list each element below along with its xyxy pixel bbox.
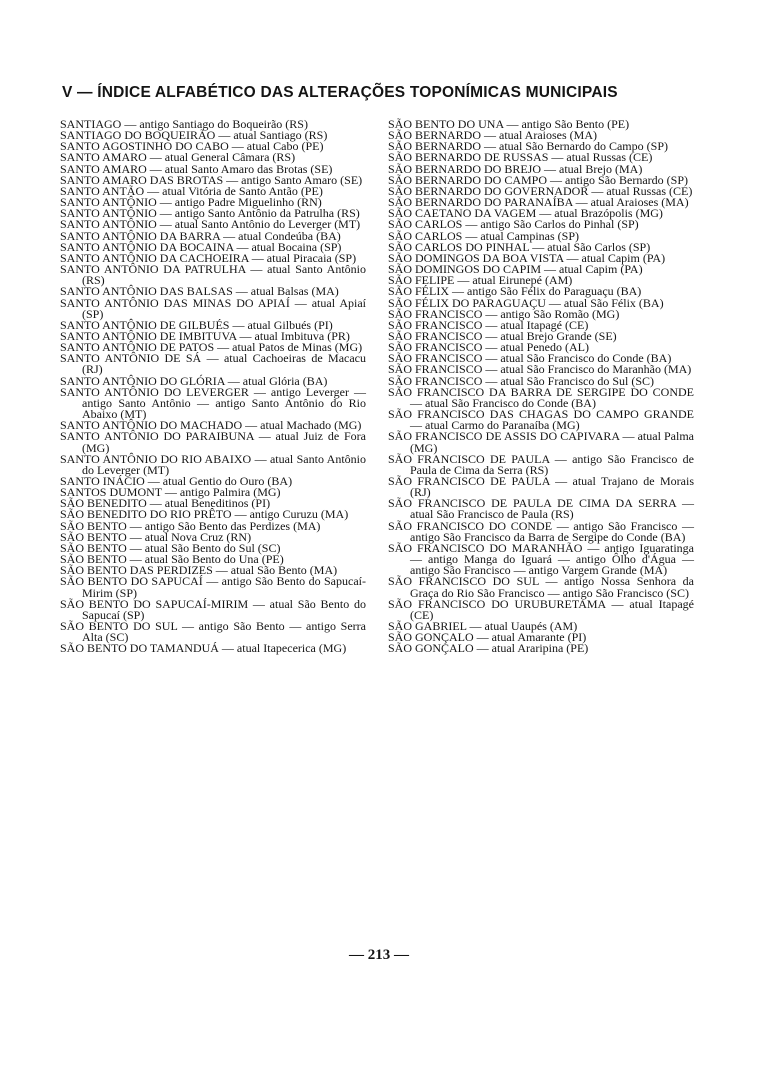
index-entry: SÃO FELIPE — atual Eirunepé (AM) [388, 273, 573, 288]
index-entry: SÃO BERNARDO — atual São Bernardo do Campo (SP) [388, 139, 668, 154]
index-entry: SÃO BENTO DO TAMANDUÁ — atual Itapecerica (MG) [60, 641, 347, 656]
index-entry: SANTO ANTÔNIO DA PATRULHA — atual Santo Antônio (RS) [60, 262, 366, 288]
left-column [60, 119, 366, 655]
page-title: V — ÍNDICE ALFABÉTICO DAS ALTERAÇÕES TOPONÍMICAS MUNICIPAIS [62, 84, 618, 101]
index-entry: SANTO ANTÃO — atual Vitória de Santo Antão (PE) [60, 183, 323, 198]
index-entry: SANTO ANTÔNIO DO RIO ABAIXO — atual Santo Antônio do Leverger (MT) [60, 451, 366, 477]
index-entry: SÃO FRANCISCO DO CONDE — antigo São Francisco — antigo São Francisco da Barra de Sergipe do Conde (BA) [388, 518, 694, 544]
index-entry: SÃO FRANCISCO DE PAULA — atual Trajano de Morais (RJ) [388, 474, 694, 500]
index-entry: SÃO BENTO DO SAPUCAÍ-MIRIM — atual São Bento do Sapucaí (SP) [60, 596, 366, 622]
index-entry: SÃO FRANCISCO — atual Penedo (AL) [388, 340, 589, 355]
index-entry: SÃO BENTO DAS PERDIZES — atual São Bento (MA) [60, 563, 338, 578]
index-entry: SÃO FRANCISCO DO SUL — antigo Nossa Senhora da Graça do Rio São Francisco — antigo São Francisco (SC) [388, 574, 694, 600]
page-number: — 213 — [349, 947, 409, 963]
index-entry: SÃO BERNARDO DO CAMPO — antigo São Bernardo (SP) [388, 172, 689, 187]
index-entry: SANTO ANTÔNIO DE IMBITUVA — atual Imbituva (PR) [60, 328, 350, 343]
index-entry: SÃO BENTO — antigo São Bento das Perdizes (MA) [60, 518, 321, 533]
index-entry: SÃO BENTO DO UNA — antigo São Bento (PE) [388, 117, 630, 131]
index-entry: SÃO FRANCISCO DO MARANHÃO — antigo Iguaratinga — antigo Manga do Iguará — antigo Ôlho d'Água — antigo São Francisco — antigo Vargem Grande (MA) [388, 540, 694, 578]
index-entry: SÃO FÉLIX — antigo São Félix do Paraguaçu (BA) [388, 284, 642, 299]
index-entry: SÃO FÉLIX DO PARAGUAÇU — atual São Félix (BA) [388, 295, 664, 310]
index-entry: SÃO FRANCISCO DAS CHAGAS DO CAMPO GRANDE — atual Carmo do Paranaíba (MG) [388, 407, 694, 433]
index-entry: SÃO BENTO DO SAPUCAÍ — antigo São Bento do Sapucaí-Mirim (SP) [60, 574, 366, 600]
index-entry: SÃO FRANCISCO DA BARRA DE SERGIPE DO CONDE — atual São Francisco do Conde (BA) [388, 384, 694, 410]
index-entry: SÃO BERNARDO — atual Araioses (MA) [388, 128, 597, 143]
index-entry: SANTO ANTÔNIO DAS MINAS DO APIAÍ — atual Apiaí (SP) [60, 295, 366, 321]
index-entry: SÃO GONÇALO — atual Amarante (PI) [388, 630, 587, 645]
index-entry: SANTO ANTÔNIO DO GLÓRIA — atual Glória (BA) [60, 373, 328, 388]
index-entry: SÃO BERNARDO DO BREJO — atual Brejo (MA) [388, 161, 643, 176]
index-entry: SÃO FRANCISCO DO URUBURETAMA — atual Itapagé (CE) [388, 596, 694, 622]
index-entry: SÃO GABRIEL — atual Uaupés (AM) [388, 619, 578, 634]
index-entry: SANTO ANTÔNIO — antigo Santo Antônio da Patrulha (RS) [60, 206, 360, 221]
index-entry: SÃO DOMINGOS DO CAPIM — atual Capim (PA) [388, 262, 643, 277]
index-entry: SÃO FRANCISCO — atual Itapagé (CE) [388, 317, 589, 332]
index-entry: SÃO FRANCISCO DE PAULA DE CIMA DA SERRA — atual São Francisco de Paula (RS) [388, 496, 694, 522]
index-entry: SÃO BENEDITO — atual Beneditinos (PI) [60, 496, 271, 511]
index-entry: SÃO FRANCISCO — atual Brejo Grande (SE) [388, 328, 617, 343]
index-entry: SÃO FRANCISCO DE ASSIS DO CAPIVARA — atual Palma (MG) [388, 429, 694, 455]
index-entry: SÃO BENTO — atual São Bento do Sul (SC) [60, 540, 281, 555]
index-entry: SANTIAGO DO BOQUEIRÃO — atual Santiago (RS) [60, 128, 328, 143]
index-entry: SÃO BENTO — atual São Bento do Una (PE) [60, 552, 284, 567]
index-entry: SÃO CARLOS — antigo São Carlos do Pinhal (SP) [388, 217, 639, 232]
index-entry: SÃO BERNARDO DO PARANAÍBA — atual Araioses (MA) [388, 195, 689, 210]
index-entry: SANTO AMARO DAS BROTAS — antigo Santo Amaro (SE) [60, 172, 363, 187]
index-entry: SANTO ANTÔNIO DO MACHADO — atual Machado (MG) [60, 418, 362, 433]
index-entry: SÃO BERNARDO DO GOVERNADOR — atual Russas (CE) [388, 183, 693, 198]
index-entry: SANTO ANTÔNIO DO LEVERGER — antigo Leverger — antigo Santo Antônio — antigo Santo Antônio do Rio Abaixo (MT) [60, 384, 366, 422]
index-entry: SANTO ANTÔNIO DE PATOS — atual Patos de Minas (MG) [60, 340, 363, 355]
index-entry: SÃO FRANCISCO — atual São Francisco do Maranhão (MA) [388, 362, 692, 377]
index-entry: SANTO ANTÔNIO DAS BALSAS — atual Balsas (MA) [60, 284, 339, 299]
index-entry: SANTO ANTÔNIO DO PARAIBUNA — atual Juiz de Fora (MG) [60, 429, 366, 455]
index-entry: SÃO BENTO DO SUL — antigo São Bento — antigo Serra Alta (SC) [60, 619, 366, 645]
right-column [388, 119, 694, 655]
index-entry: SÃO CARLOS DO PINHAL — atual São Carlos (SP) [388, 239, 651, 254]
index-entry: SÃO DOMINGOS DA BOA VISTA — atual Capim (PA) [388, 250, 666, 265]
index-entry: SÃO BERNARDO DE RUSSAS — atual Russas (CE) [388, 150, 653, 165]
index-entry: SÃO FRANCISCO DE PAULA — antigo São Francisco de Paula de Cima da Serra (RS) [388, 451, 694, 477]
index-entry: SANTO ANTÔNIO DA BARRA — atual Condeúba (BA) [60, 228, 341, 243]
index-entry: SÃO FRANCISCO — antigo São Romão (MG) [388, 306, 620, 321]
index-entry: SANTO AMARO — atual General Câmara (RS) [60, 150, 296, 165]
index-entry: SÃO CAETANO DA VAGEM — atual Brazópolis (MG) [388, 206, 663, 221]
index-entry: SÃO CARLOS — atual Campinas (SP) [388, 228, 580, 243]
index-entry: SANTIAGO — antigo Santiago do Boqueirão (RS) [60, 117, 308, 131]
index-entry: SÃO FRANCISCO — atual São Francisco do Conde (BA) [388, 351, 672, 366]
index-entry: SÃO BENTO — atual Nova Cruz (RN) [60, 529, 252, 544]
index-entry: SANTO AGOSTINHO DO CABO — atual Cabo (PE) [60, 139, 324, 154]
index-entry: SANTO ANTÔNIO DE SÁ — atual Cachoeiras de Macacu (RJ) [60, 351, 366, 377]
index-entry: SANTO ANTÔNIO DA CACHOEIRA — atual Piracaia (SP) [60, 250, 357, 265]
index-entry: SÃO GONÇALO — atual Araripina (PE) [388, 641, 589, 656]
index-entry: SANTO AMARO — atual Santo Amaro das Brotas (SE) [60, 161, 333, 176]
index-entry: SANTOS DUMONT — antigo Palmira (MG) [60, 485, 281, 500]
index-entry: SÃO FRANCISCO — atual São Francisco do Sul (SC) [388, 373, 655, 388]
index-entry: SANTO ANTÔNIO — atual Santo Antônio do Leverger (MT) [60, 217, 361, 232]
index-entry: SANTO INÁCIO — atual Gentio do Ouro (BA) [60, 474, 293, 488]
index-entry: SANTO ANTÔNIO DE GILBUÉS — atual Gilbués (PI) [60, 317, 333, 332]
index-entry: SANTO ANTÔNIO — antigo Padre Miguelinho (RN) [60, 195, 322, 210]
index-entry: SANTO ANTÔNIO DA BOCAINA — atual Bocaina (SP) [60, 239, 342, 254]
index-entry: SÃO BENEDITO DO RIO PRÊTO — antigo Curuzu (MA) [60, 507, 349, 522]
